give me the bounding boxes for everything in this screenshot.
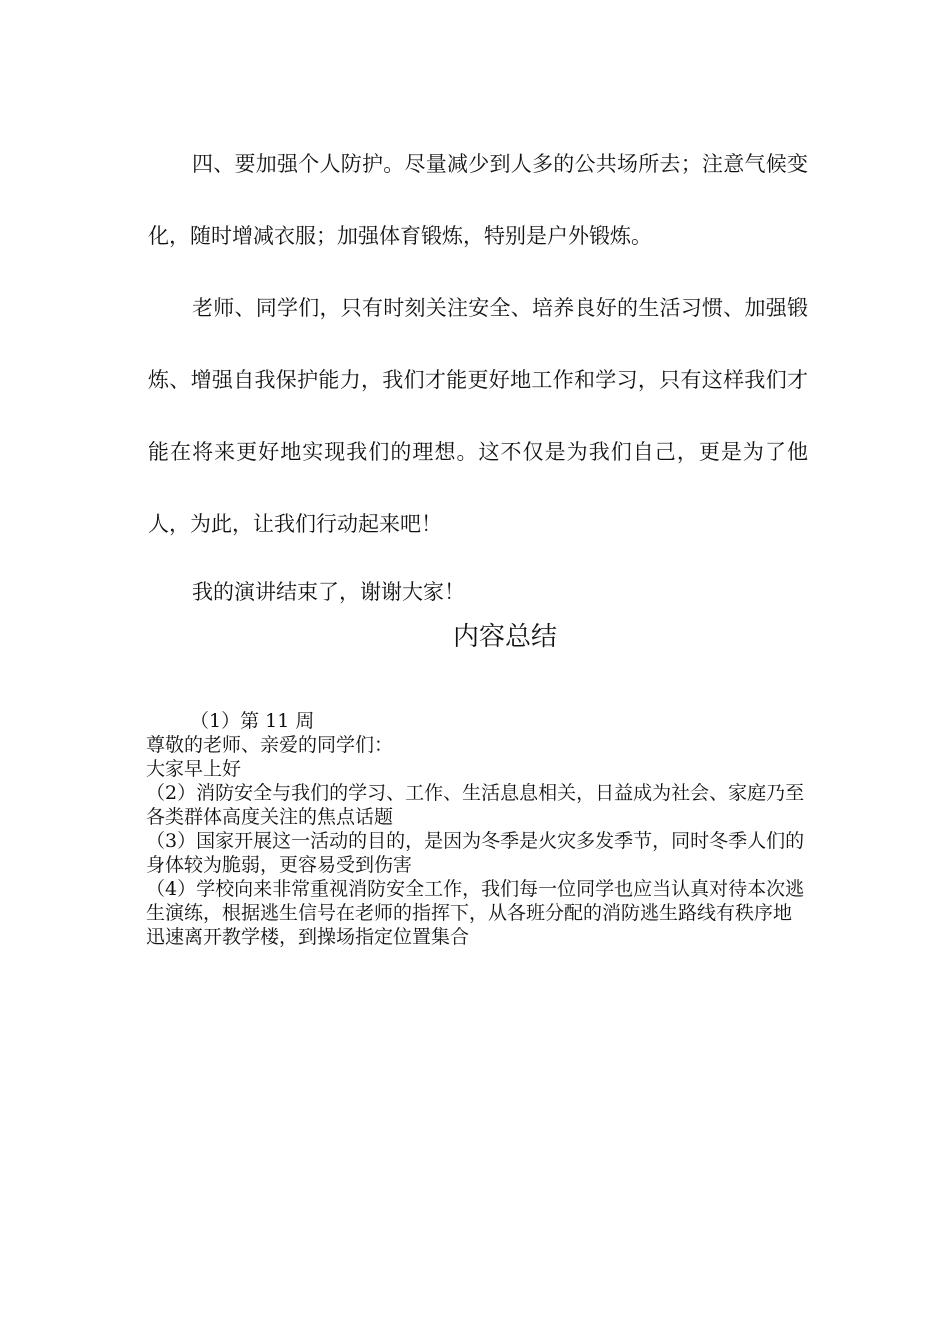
summary-item-week: （1）第 11 周: [190, 710, 315, 732]
summary-item-good-morning: 大家早上好: [146, 758, 242, 780]
summary-body: [146, 709, 806, 949]
speech-body: [148, 128, 808, 624]
summary-item-3: （3）国家开展这一活动的目的，是因为冬季是火灾多发季节，同时冬季人们的身体较为脆弱，更容易受到伤害: [146, 830, 805, 876]
summary-item-4: （4）学校向来非常重视消防安全工作，我们每一位同学也应当认真对待本次逃生演练，根据逃生信号在老师的指挥下，从各班分配的消防逃生路线有秩序地迅速离开教学楼，到操场指定位置集合: [146, 878, 805, 948]
speech-paragraph-appeal: 老师、同学们，只有时刻关注安全、培养良好的生活习惯、加强锻炼、增强自我保护能力，我们才能更好地工作和学习，只有这样我们才能在将来更好地实现我们的理想。这不仅是为我们自己，更是为了他人，为此，让我们行动起来吧！: [148, 296, 808, 536]
speech-paragraph-personal-protection: 四、要加强个人防护。尽量减少到人多的公共场所去；注意气候变化，随时增减衣服；加强体育锻炼，特别是户外锻炼。: [148, 152, 808, 248]
speech-paragraph-closing: 我的演讲结束了，谢谢大家！: [192, 580, 465, 604]
summary-item-2: （2）消防安全与我们的学习、工作、生活息息相关，日益成为社会、家庭乃至各类群体高度关注的焦点话题: [146, 782, 805, 828]
summary-item-greeting: 尊敬的老师、亲爱的同学们：: [146, 734, 394, 756]
summary-title: 内容总结: [452, 622, 557, 652]
